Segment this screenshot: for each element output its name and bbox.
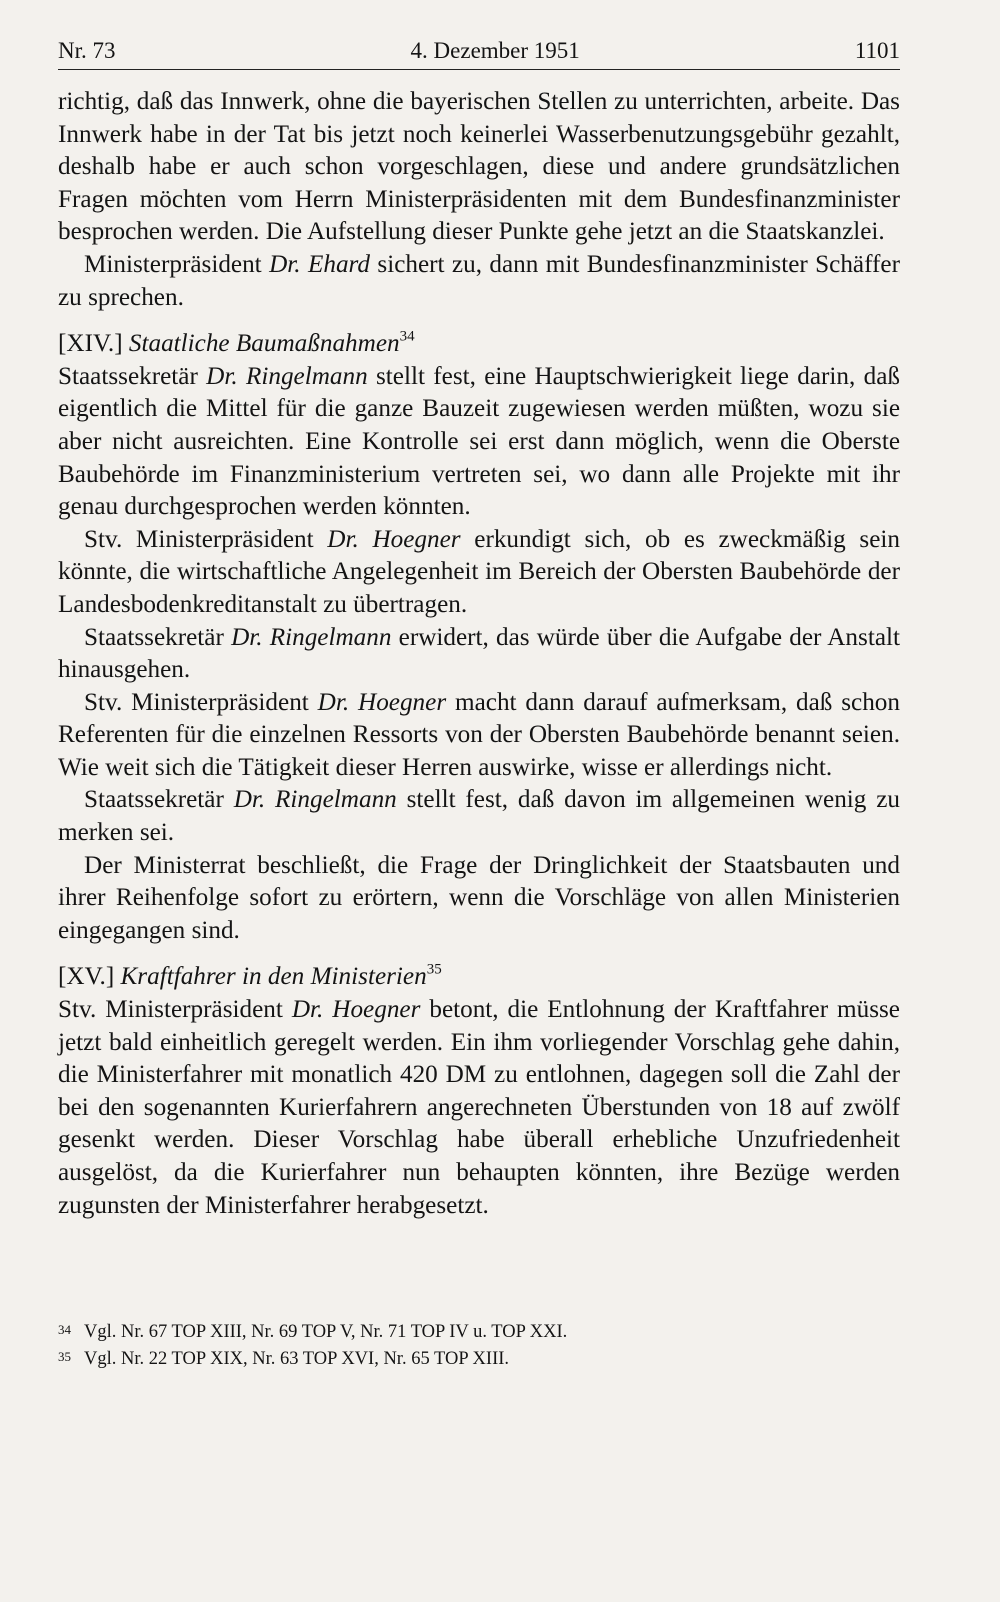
paragraph: richtig, daß das Innwerk, ohne die bayerischen Stellen zu unterrichten, arbeite. Das Innwerk habe in der Tat bis jetzt noch keinerlei Wasserbenutzungsgebühr gezahlt, deshalb habe er auch schon vorgeschlagen, diese und andere grundsätzlichen Fragen möchten vom Herrn Ministerpräsidenten mit dem Bundesfinanzminister besprochen werden. Die Aufstellung dieser Punkte gehe jetzt an die Staatskanzlei. [58, 88, 900, 246]
paragraph: Ministerpräsident Dr. Ehard sichert zu, dann mit Bundesfinanzminister Schäffer zu sprechen. [58, 250, 900, 311]
paragraph: Staatssekretär Dr. Ringelmann erwidert, das würde über die Aufgabe der Anstalt hinausgehen. [58, 623, 900, 684]
speaker-name: Ehard [307, 250, 371, 278]
footnote [58, 1319, 567, 1346]
paragraph: Staatssekretär Dr. Ringelmann stellt fest, eine Hauptschwierigkeit liege darin, daß eigentlich die Mittel für die ganze Bauzeit zugewiesen werden müßten, wozu sie aber nicht ausreichten. Eine Kontrolle sei erst dann möglich, wenn die Oberste Baubehörde im Finanzministerium vertreten sei, wo dann alle Projekte mit ihr genau durchgesprochen werden könnten. [58, 362, 900, 521]
footnote-text: Vgl. Nr. 67 TOP XIII, Nr. 69 TOP V, Nr. 71 TOP IV u. TOP XXI. [84, 1322, 568, 1342]
speaker-name: Hoegner [358, 688, 447, 716]
footnote [58, 1346, 567, 1373]
footnote-ref: 35 [426, 961, 442, 978]
paragraph: Staatssekretär Dr. Ringelmann stellt fest, daß davon im allgemeinen wenig zu merken sei. [58, 786, 901, 847]
speaker-name: Ringelmann [245, 362, 368, 390]
section-heading-xiv: [XIV.] Staatliche Baumaßnahmen$^{34}$ [58, 328, 415, 358]
running-header [58, 36, 900, 70]
page-number: 1101 [854, 38, 900, 63]
footnote-number: 34 [58, 1322, 71, 1337]
body-text [58, 86, 900, 1222]
footnote-text: Vgl. Nr. 22 TOP XIX, Nr. 63 TOP XVI, Nr. 65 TOP XIII. [84, 1349, 510, 1369]
section-heading-xv: [XV.] Kraftfahrer in den Ministerien$^{35}$ [58, 961, 442, 991]
footnote-ref: 34 [399, 328, 415, 345]
speaker-name: Ringelmann [275, 786, 397, 814]
paragraph: Der Ministerrat beschließt, die Frage der Dringlichkeit der Staatsbauten und ihrer Reihenfolge sofort zu erörtern, wenn die Vorschläge von allen Ministerien eingegangen sind. [58, 851, 900, 944]
paragraph: Stv. Ministerpräsident Dr. Hoegner macht dann darauf aufmerksam, daß schon Referenten für die einzelnen Ressorts von der Obersten Baubehörde benannt seien. Wie weit sich die Tätigkeit dieser Herren auswirke, wisse er allerdings nicht. [58, 688, 900, 781]
document-date: 4. Dezember 1951 [410, 38, 580, 63]
speaker-name: Hoegner [372, 525, 461, 553]
paragraph: Stv. Ministerpräsident Dr. Hoegner betont, die Entlohnung der Kraftfahrer müsse jetzt bald einheitlich geregelt werden. Ein ihm vorliegender Vorschlag gehe dahin, die Ministerfahrer mit monatlich 420 DM zu entlohnen, dagegen soll die Zahl der bei den sogenannten Kurierfahrern angerechneten Überstunden von 18 auf zwölf gesenkt werden. Dieser Vorschlag habe überall erhebliche Unzufriedenheit ausgelöst, da die Kurierfahrer nun behaupten könnten, ihre Bezüge werden zugunsten der Ministerfahrer herabgesetzt. [58, 996, 900, 1219]
document-number: Nr. 73 [58, 38, 116, 63]
document-page [58, 36, 900, 1576]
footnote-number: 35 [58, 1349, 71, 1364]
paragraph: Stv. Ministerpräsident Dr. Hoegner erkundigt sich, ob es zweckmäßig sein könnte, die wirtschaftliche Angelegenheit im Bereich der Obersten Baubehörde der Landesbodenkreditanstalt zu übertragen. [58, 525, 901, 618]
footnotes [58, 1319, 567, 1373]
speaker-name: Hoegner [332, 996, 421, 1024]
speaker-name: Ringelmann [269, 623, 392, 651]
